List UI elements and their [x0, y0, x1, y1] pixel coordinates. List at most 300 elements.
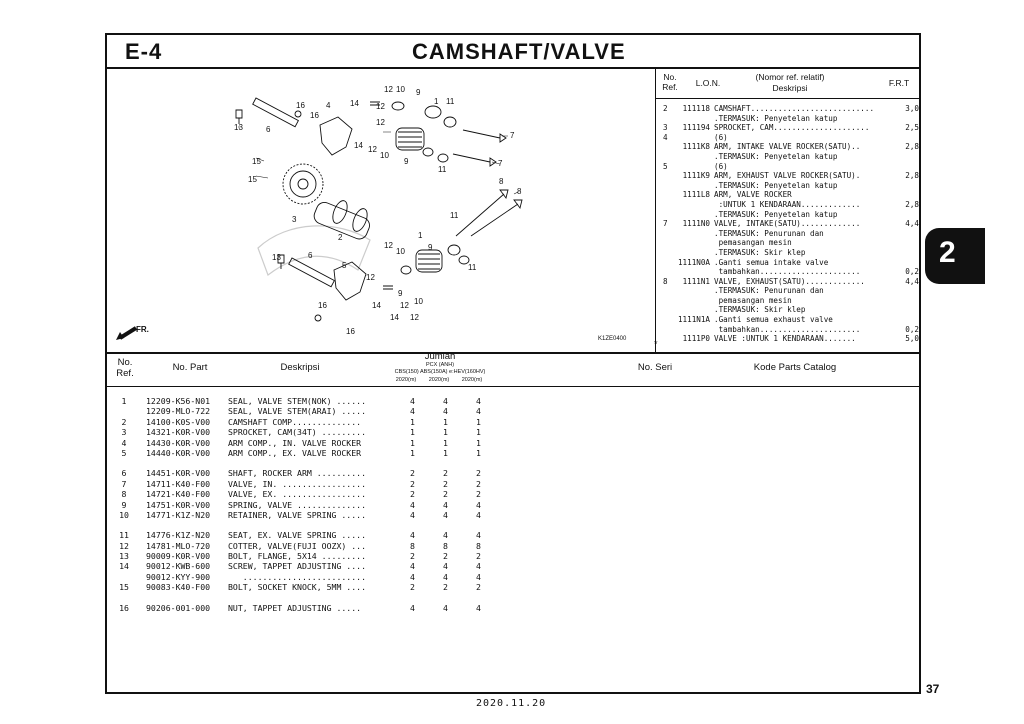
ref-cell-lon: [675, 181, 714, 191]
ref-cell-lon: 1111N0A: [677, 257, 710, 267]
ref-row: [659, 210, 921, 220]
ref-cell-lon: [675, 200, 714, 210]
parts-cell-qty: 2: [410, 478, 415, 489]
ref-cell-frt: [895, 229, 919, 239]
svg-text:5: 5: [342, 261, 347, 270]
ref-cell-frt: 5,0: [905, 334, 919, 344]
ref-cell-no: [659, 315, 675, 325]
parts-cell-pn: 90083-K40-F00: [146, 582, 211, 593]
svg-text:9: 9: [398, 289, 403, 298]
ref-row: [659, 296, 921, 306]
parts-cell-qty: 4: [410, 571, 415, 582]
ref-cell-lon: [675, 248, 714, 258]
parts-row: [110, 468, 495, 478]
parts-row: [110, 530, 495, 540]
svg-text:12: 12: [384, 241, 393, 250]
ref-row: [659, 305, 921, 315]
parts-cell-pn: 12209-K56-N01: [146, 396, 211, 406]
ref-cell-frt: [895, 114, 919, 124]
parts-row: [110, 572, 495, 582]
svg-text:16: 16: [296, 101, 305, 110]
svg-text:7: 7: [510, 131, 515, 140]
parts-header-divider: [105, 386, 921, 387]
ref-cell-frt: 2,8: [905, 142, 919, 152]
rocker-arm-in-part: [320, 117, 352, 155]
parts-cell-qty: 8: [410, 540, 415, 551]
parts-row: [110, 500, 495, 510]
ref-cell-desc: VALVE, EXHAUST(SATU).............: [714, 276, 865, 286]
parts-row: [110, 406, 495, 416]
ref-cell-frt: [895, 162, 919, 172]
ref-cell-no: [659, 142, 675, 152]
parts-cell-qty: 4: [410, 602, 415, 613]
parts-cell-pn: 14321-K0R-V00: [146, 427, 211, 438]
front-arrow-icon: [116, 325, 149, 340]
svg-text:15: 15: [252, 157, 261, 166]
ref-row: [659, 238, 921, 248]
parts-cell-d: COTTER, VALVE(FUJI OOZX) ...: [228, 540, 367, 551]
ref-cell-desc: SPROCKET, CAM.....................: [714, 123, 870, 133]
ref-cell-lon: [675, 296, 714, 306]
svg-text:14: 14: [390, 313, 399, 322]
parts-cell-pn: 90012-KYY-900: [146, 571, 211, 582]
parts-cell-qty: 1: [476, 447, 481, 458]
parts-cell-qty: 1: [410, 447, 415, 458]
ref-cell-lon: 1111K9: [682, 171, 710, 181]
ref-cell-no: [659, 181, 675, 191]
ref-cell-lon: 1111P0: [682, 334, 710, 344]
parts-cell-d: VALVE, IN. .................: [228, 478, 367, 489]
svg-text:12: 12: [376, 118, 385, 127]
parts-cell-n: 7: [121, 478, 127, 489]
ref-cell-frt: [895, 286, 919, 296]
svg-text:10: 10: [396, 247, 405, 256]
parts-header-variants: CBS(150) ABS(150A) e:HEV(160HV): [394, 369, 486, 375]
parts-cell-qty: 4: [476, 530, 481, 541]
parts-row: [110, 479, 495, 489]
exploded-diagram: [108, 70, 654, 350]
parts-cell-n: 9: [121, 499, 127, 510]
rocker-shaft-part-2: [289, 258, 335, 287]
svg-text:8: 8: [499, 177, 504, 186]
parts-cell-qty: 4: [476, 509, 481, 520]
ref-cell-frt: 2,5: [905, 123, 919, 133]
parts-cell-qty: 4: [476, 571, 481, 582]
ref-row: [659, 114, 921, 124]
parts-cell-pn: 90009-K0R-V00: [146, 551, 211, 562]
ref-cell-desc: .TERMASUK: Penyetelan katup: [714, 151, 838, 161]
parts-cell-n: [110, 406, 138, 416]
parts-cell-qty: 4: [410, 406, 415, 417]
header-divider: [105, 67, 921, 69]
ref-row: [659, 315, 921, 325]
parts-cell-pn: 14776-K1Z-N20: [146, 530, 211, 541]
chapter-tab: [925, 228, 985, 284]
ref-cell-no: [659, 229, 675, 239]
ref-cell-desc: (6): [714, 132, 728, 142]
ref-cell-desc: tambahkan......................: [714, 324, 861, 334]
svg-text:1: 1: [434, 97, 439, 106]
parts-cell-qty: 4: [476, 396, 481, 406]
ref-cell-lon: [675, 325, 714, 335]
parts-cell-qty: 2: [410, 582, 415, 593]
parts-cell-qty: 1: [443, 416, 448, 427]
parts-cell-d: SCREW, TAPPET ADJUSTING ....: [228, 561, 367, 572]
parts-header-partno: No. Part: [172, 362, 208, 373]
svg-text:11: 11: [446, 97, 455, 106]
ref-cell-lon: [675, 210, 714, 220]
parts-cell-n: [110, 572, 138, 582]
parts-cell-d: .........................: [228, 571, 367, 582]
parts-cell-pn: 14451-K0R-V00: [146, 468, 211, 479]
ref-row: [659, 142, 921, 152]
ref-cell-no: [659, 334, 675, 344]
parts-cell-d: SPROCKET, CAM(34T) .........: [228, 427, 367, 438]
ref-row: [659, 325, 921, 335]
ref-cell-lon: [675, 133, 714, 143]
parts-cell-pn: 14711-K40-F00: [146, 478, 211, 489]
parts-cell-qty: 4: [443, 530, 448, 541]
svg-text:6: 6: [266, 125, 271, 134]
ref-cell-no: 5: [663, 161, 668, 171]
svg-text:7: 7: [498, 159, 503, 168]
ref-cell-no: 4: [663, 132, 668, 142]
parts-cell-d: SEAL, VALVE STEM(NOK) ......: [228, 396, 367, 406]
ref-cell-frt: [895, 305, 919, 315]
ref-cell-frt: 4,4: [905, 276, 919, 286]
ref-cell-lon: [675, 238, 714, 248]
ref-cell-frt: [895, 238, 919, 248]
svg-text:16: 16: [310, 111, 319, 120]
parts-cell-qty: 4: [476, 602, 481, 613]
cam-sprocket-part: [283, 164, 323, 204]
front-arrow-label: FR.: [136, 325, 149, 334]
svg-text:11: 11: [468, 263, 477, 272]
ref-row: [659, 190, 921, 200]
svg-text:12: 12: [366, 273, 375, 282]
parts-cell-pn: 14430-K0R-V00: [146, 437, 211, 448]
svg-text:6: 6: [308, 251, 313, 260]
parts-cell-d: ARM COMP., IN. VALVE ROCKER: [228, 437, 362, 448]
ref-cell-lon: [675, 162, 714, 172]
parts-cell-n: 1: [121, 396, 127, 406]
flange-bolt-part: [236, 110, 242, 124]
parts-cell-d: BOLT, FLANGE, 5X14 .........: [228, 551, 367, 562]
parts-row: [110, 396, 495, 406]
parts-cell-qty: 2: [476, 582, 481, 593]
ref-row: [659, 219, 921, 229]
ref-row: [659, 248, 921, 258]
svg-text:13: 13: [234, 123, 243, 132]
ref-cell-frt: 2,8: [905, 199, 919, 209]
ref-row: [659, 277, 921, 287]
svg-text:9: 9: [428, 243, 433, 252]
parts-cell-qty: 4: [443, 396, 448, 406]
ref-cell-no: 7: [663, 219, 668, 229]
ref-cell-desc: .TERMASUK: Penurunan dan: [714, 228, 824, 238]
ref-header-frt: F.R.T: [888, 78, 910, 88]
ref-cell-frt: [895, 190, 919, 200]
parts-cell-d: CAMSHAFT COMP..............: [228, 416, 362, 427]
parts-cell-pn: 14100-K0S-V00: [146, 416, 211, 427]
ref-row: [659, 258, 921, 268]
ref-cell-desc: .Ganti semua exhaust valve: [714, 315, 833, 325]
valve-retainer-part: [425, 106, 441, 118]
parts-cell-pn: 14440-K0R-V00: [146, 447, 211, 458]
ref-cell-frt: 0,2: [905, 324, 919, 334]
ref-cell-frt: [895, 296, 919, 306]
ref-cell-lon: [675, 286, 714, 296]
ref-cell-no: [659, 296, 675, 306]
svg-text:12: 12: [410, 313, 419, 322]
parts-cell-qty: 2: [476, 468, 481, 479]
parts-header-year-1: 2020(m): [395, 377, 417, 383]
parts-cell-qty: 4: [410, 509, 415, 520]
tappet-nut-part: [315, 315, 321, 321]
rocker-shaft-part: [253, 98, 299, 127]
parts-cell-qty: 2: [476, 478, 481, 489]
ref-cell-no: [659, 248, 675, 258]
ref-row: [659, 334, 921, 344]
page-number: 37: [926, 682, 940, 696]
parts-row: [110, 603, 495, 613]
exhaust-valve-part-2: [471, 200, 522, 236]
parts-cell-pn: 12209-MLO-722: [146, 406, 211, 417]
svg-text:2: 2: [338, 233, 343, 242]
ref-cell-no: [659, 190, 675, 200]
parts-cell-pn: 14721-K40-F00: [146, 489, 211, 500]
parts-cell-qty: 1: [410, 427, 415, 438]
parts-cell-qty: 1: [476, 416, 481, 427]
parts-cell-qty: 1: [410, 416, 415, 427]
svg-text:9: 9: [404, 157, 409, 166]
ref-cell-desc: pemasangan mesin: [714, 295, 792, 305]
ref-cell-no: [659, 325, 675, 335]
ref-cell-desc: VALVE, INTAKE(SATU).............: [714, 219, 861, 229]
parts-cell-qty: 1: [410, 437, 415, 448]
parts-cell-n: 8: [121, 489, 127, 500]
ref-cell-desc: .Ganti semua intake valve: [714, 257, 829, 267]
parts-cell-qty: 2: [476, 551, 481, 562]
parts-cell-qty: 4: [410, 561, 415, 572]
ref-cell-no: 2: [663, 104, 668, 113]
parts-cell-qty: 1: [443, 427, 448, 438]
parts-header-qty: Jumlah: [424, 351, 456, 362]
parts-cell-qty: 8: [443, 540, 448, 551]
parts-cell-qty: 4: [443, 602, 448, 613]
ref-cell-no: [659, 152, 675, 162]
parts-cell-qty: 1: [476, 427, 481, 438]
svg-text:13: 13: [272, 253, 281, 262]
ref-row: [659, 152, 921, 162]
parts-cell-d: SEAT, EX. VALVE SPRING .....: [228, 530, 367, 541]
ref-cell-frt: [895, 258, 919, 268]
parts-cell-d: VALVE, EX. .................: [228, 489, 367, 500]
parts-cell-n: 3: [121, 427, 127, 438]
parts-cell-qty: 4: [410, 396, 415, 406]
svg-text:12: 12: [376, 102, 385, 111]
ref-cell-frt: [895, 181, 919, 191]
parts-row: [110, 438, 495, 448]
parts-cell-qty: 2: [443, 468, 448, 479]
spring-seat-part: [392, 102, 404, 110]
ref-cell-frt: 3,0: [905, 104, 919, 113]
parts-cell-qty: 8: [476, 540, 481, 551]
parts-header-catalog: Kode Parts Catalog: [753, 362, 837, 373]
intake-valve-part-2: [453, 154, 496, 166]
parts-cell-qty: 2: [410, 551, 415, 562]
parts-cell-qty: 4: [443, 406, 448, 417]
ref-cell-desc: VALVE :UNTUK 1 KENDARAAN.......: [714, 334, 856, 344]
ref-cell-no: [659, 200, 675, 210]
svg-text:14: 14: [350, 99, 359, 108]
parts-cell-qty: 2: [443, 478, 448, 489]
ref-cell-no: [659, 114, 675, 124]
parts-cell-qty: 1: [443, 437, 448, 448]
parts-cell-n: 16: [119, 602, 129, 613]
rocker-arm-ex-part: [334, 262, 366, 300]
ref-row: [659, 286, 921, 296]
parts-cell-n: 13: [119, 551, 129, 562]
ref-cell-lon: 111118: [682, 104, 710, 113]
svg-text:12: 12: [400, 301, 409, 310]
parts-cell-n: 4: [121, 437, 127, 448]
ref-row: [659, 171, 921, 181]
ref-cell-desc: CAMSHAFT...........................: [714, 104, 875, 113]
svg-text:16: 16: [346, 327, 355, 336]
svg-text:10: 10: [396, 85, 405, 94]
section-divider: [105, 352, 921, 354]
parts-cell-qty: 4: [443, 561, 448, 572]
parts-row: [110, 448, 495, 458]
ref-cell-frt: [895, 152, 919, 162]
exhaust-valve-part: [456, 190, 508, 236]
ref-cell-frt: [895, 210, 919, 220]
ref-cell-desc: .TERMASUK: Penurunan dan: [714, 286, 824, 296]
parts-cell-d: RETAINER, VALVE SPRING .....: [228, 509, 367, 520]
parts-row: [110, 551, 495, 561]
svg-text:15: 15: [248, 175, 257, 184]
ref-cell-desc: ARM, EXHAUST VALVE ROCKER(SATU).: [714, 171, 861, 181]
parts-cell-pn: 90012-KWB-600: [146, 561, 211, 572]
ref-cell-lon: 1111N1: [682, 276, 710, 286]
parts-cell-qty: 2: [410, 468, 415, 479]
ref-row: [659, 123, 921, 133]
footer-date: 2020.11.20: [476, 698, 547, 709]
diagram-code: K1ZE0400: [598, 336, 627, 342]
svg-text:16: 16: [318, 301, 327, 310]
ref-cell-lon: 1111N0: [682, 219, 710, 229]
ref-cell-desc: ARM, INTAKE VALVE ROCKER(SATU)..: [714, 142, 861, 152]
parts-row: [110, 427, 495, 437]
parts-cell-qty: 4: [443, 571, 448, 582]
ref-cell-desc: (6): [714, 161, 728, 171]
parts-cell-d: SEAL, VALVE STEM(ARAI) .....: [228, 406, 367, 417]
parts-row: [110, 489, 495, 499]
ref-cell-no: 3: [663, 123, 668, 133]
ref-cell-lon: 1111K8: [682, 142, 710, 152]
parts-header-year-3: 2020(m): [461, 377, 483, 383]
parts-cell-qty: 1: [476, 437, 481, 448]
parts-cell-pn: 90206-001-000: [146, 602, 211, 613]
ref-row: [659, 181, 921, 191]
ref-cell-no: [659, 210, 675, 220]
intake-valve-part: [463, 130, 506, 142]
ref-header-no: No. Ref.: [662, 72, 678, 92]
ref-cell-desc: pemasangan mesin: [714, 238, 792, 248]
ref-header-divider: [655, 98, 919, 99]
parts-row: [110, 541, 495, 551]
parts-cell-n: 5: [121, 447, 127, 458]
parts-header-model: PCX (ANH): [425, 362, 455, 368]
section-id: E-4: [125, 39, 163, 64]
parts-cell-n: 12: [119, 540, 129, 551]
valve-seat-part: [444, 117, 456, 127]
ref-table-body: [659, 104, 921, 344]
svg-text:12: 12: [384, 85, 393, 94]
diagram-divider: [655, 68, 656, 352]
ref-cell-no: [659, 267, 675, 277]
ref-cell-no: [659, 305, 675, 315]
ref-cell-frt: [895, 315, 919, 325]
parts-cell-qty: 4: [443, 499, 448, 510]
parts-cell-qty: 4: [476, 406, 481, 417]
parts-cell-n: 6: [121, 468, 127, 479]
ref-cell-desc: ARM, VALVE ROCKER: [714, 190, 792, 200]
ref-cell-no: [659, 238, 675, 248]
ref-row: [659, 200, 921, 210]
parts-cell-qty: 4: [410, 530, 415, 541]
ref-cell-desc: :UNTUK 1 KENDARAAN.............: [714, 199, 861, 209]
ref-cell-desc: .TERMASUK: Penyetelan katup: [714, 180, 838, 190]
ref-cell-lon: [675, 114, 714, 124]
svg-text:9: 9: [416, 88, 421, 97]
svg-text:12: 12: [368, 145, 377, 154]
parts-cell-d: BOLT, SOCKET KNOCK, 5MM ....: [228, 582, 367, 593]
tappet-nut-part-2: [295, 111, 301, 117]
parts-cell-pn: 14751-K0R-V00: [146, 499, 211, 510]
parts-cell-n: 2: [121, 416, 127, 427]
parts-cell-d: SHAFT, ROCKER ARM ..........: [228, 468, 367, 479]
ref-cell-frt: 0,2: [905, 267, 919, 277]
ref-cell-desc: .TERMASUK: Penyetelan katup: [714, 113, 838, 123]
ref-header-desc: Deskripsi: [772, 83, 808, 93]
ref-cell-frt: [895, 133, 919, 143]
svg-text:8: 8: [517, 187, 522, 196]
page-title: CAMSHAFT/VALVE: [412, 39, 626, 64]
parts-cell-qty: 2: [476, 489, 481, 500]
parts-row: [110, 582, 495, 592]
parts-cell-pn: 14781-MLO-720: [146, 540, 211, 551]
parts-cell-qty: 4: [410, 499, 415, 510]
parts-cell-d: NUT, TAPPET ADJUSTING .....: [228, 602, 362, 613]
parts-header-no: No. Ref.: [116, 357, 134, 379]
ref-cell-lon: [675, 305, 714, 315]
ref-cell-no: [659, 258, 675, 268]
svg-text:14: 14: [354, 141, 363, 150]
tappet-screw-part-2: [383, 286, 393, 289]
parts-cell-qty: 4: [476, 499, 481, 510]
parts-header-year-2: 2020(m): [428, 377, 450, 383]
parts-cell-qty: 2: [443, 489, 448, 500]
parts-cell-qty: 4: [443, 509, 448, 520]
parts-cell-qty: 2: [443, 582, 448, 593]
star-marker: *: [654, 339, 658, 349]
parts-cell-qty: 1: [443, 447, 448, 458]
ref-cell-no: [659, 286, 675, 296]
ref-cell-lon: [675, 267, 714, 277]
honda-watermark-icon: [258, 226, 370, 275]
